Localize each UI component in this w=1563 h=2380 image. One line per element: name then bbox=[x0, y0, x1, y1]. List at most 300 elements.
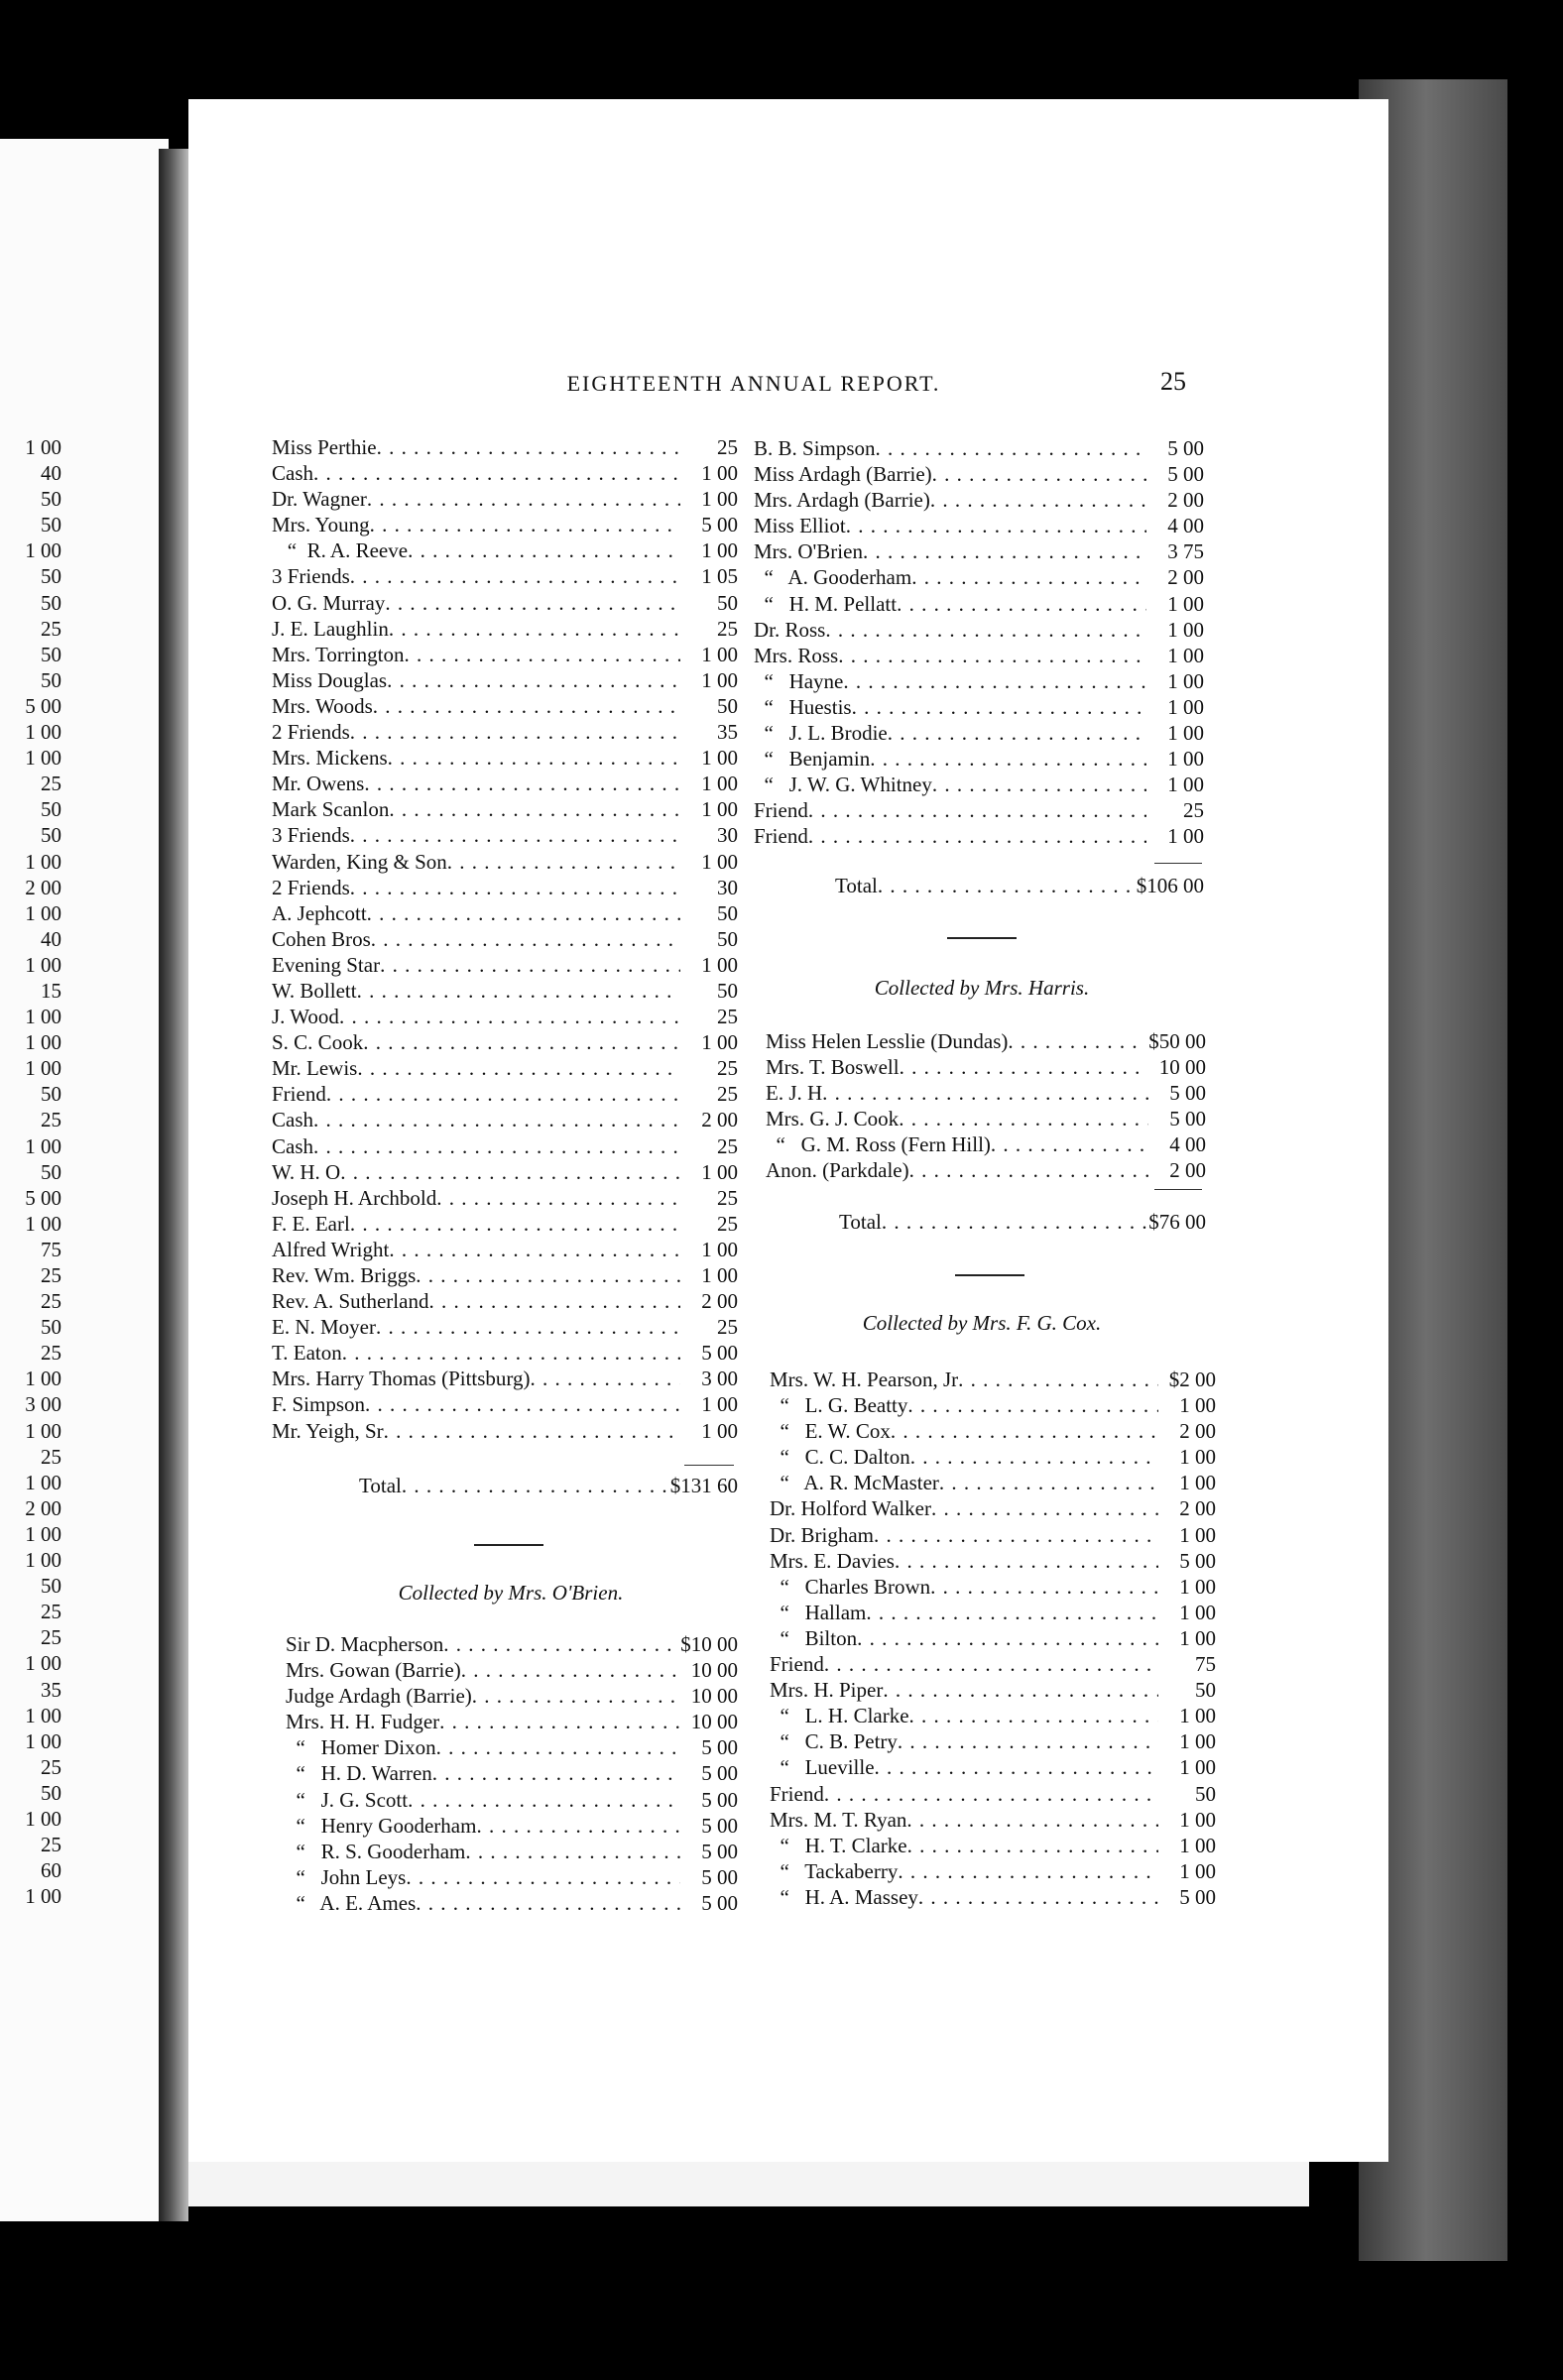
left-page-value: 1 00 bbox=[25, 1521, 61, 1546]
donation-amount: 5 00 bbox=[701, 1864, 738, 1889]
left-page-value: 1 00 bbox=[25, 900, 61, 925]
donor-entry bbox=[272, 771, 738, 796]
total-amount: $76 00 bbox=[1148, 1210, 1206, 1234]
donor-name: “ Henry Gooderham bbox=[286, 1813, 477, 1838]
donor-entry bbox=[770, 1522, 1216, 1548]
donor-name: 2 Friends bbox=[272, 720, 350, 745]
left-page-value: 1 00 bbox=[25, 1728, 61, 1753]
donor-name: “ C. B. Petry bbox=[770, 1729, 898, 1754]
donor-entry bbox=[272, 952, 738, 978]
donor-entry bbox=[770, 1703, 1216, 1728]
donor-name: Mrs. Woods bbox=[272, 693, 373, 718]
leader-dots bbox=[377, 434, 680, 460]
leader-dots bbox=[465, 1839, 680, 1864]
donation-amount: 1 00 bbox=[1179, 1522, 1216, 1547]
leader-dots bbox=[385, 590, 680, 616]
donor-name: “ H. A. Massey bbox=[770, 1884, 918, 1909]
donor-name: Friend bbox=[754, 824, 808, 849]
donation-amount: 25 bbox=[717, 1185, 738, 1210]
leader-dots bbox=[843, 668, 1146, 694]
total-amount: $131 60 bbox=[669, 1474, 738, 1497]
left-page-value: 50 bbox=[41, 1780, 61, 1805]
left-page-value: 50 bbox=[41, 797, 61, 822]
left-page-value: 1 00 bbox=[25, 435, 61, 459]
left-page-values bbox=[0, 434, 61, 1909]
donor-entry bbox=[754, 772, 1204, 797]
donor-entry bbox=[286, 1813, 738, 1839]
donor-entry bbox=[286, 1760, 738, 1786]
donor-name: Miss Ardagh (Barrie) bbox=[754, 462, 932, 487]
left-page-value: 25 bbox=[41, 616, 61, 641]
donor-entry bbox=[754, 694, 1204, 720]
leader-dots bbox=[350, 563, 680, 589]
donation-amount: 1 00 bbox=[1167, 694, 1204, 719]
leader-dots bbox=[380, 952, 680, 978]
donor-name: “ C. C. Dalton bbox=[770, 1445, 910, 1470]
donor-entry bbox=[272, 1418, 738, 1444]
donor-entry bbox=[272, 1004, 738, 1029]
donor-entry bbox=[286, 1890, 738, 1916]
leader-dots bbox=[930, 487, 1146, 513]
donation-amount: 5 00 bbox=[701, 1761, 738, 1786]
donation-amount: 5 00 bbox=[701, 1813, 738, 1838]
leader-dots bbox=[357, 1055, 680, 1081]
donor-name: “ G. M. Ross (Fern Hill) bbox=[766, 1132, 991, 1157]
donor-name: S. C. Cook bbox=[272, 1030, 364, 1055]
donation-amount: 25 bbox=[1183, 798, 1204, 823]
leader-dots bbox=[857, 1625, 1158, 1651]
donation-amount: $10 00 bbox=[680, 1632, 738, 1656]
donor-name: W. Bollett bbox=[272, 978, 357, 1003]
total-row-harris bbox=[839, 1210, 1206, 1235]
leader-dots bbox=[891, 1418, 1158, 1444]
donor-entry bbox=[770, 1548, 1216, 1574]
leader-dots bbox=[389, 616, 680, 642]
left-page-value: 1 00 bbox=[25, 1884, 61, 1909]
section-caption-harris: Collected by Mrs. Harris. bbox=[874, 976, 1090, 1000]
donation-amount: 1 00 bbox=[701, 538, 738, 563]
donor-entry bbox=[272, 1237, 738, 1262]
donor-entry bbox=[272, 667, 738, 693]
leader-dots bbox=[416, 1890, 680, 1916]
donor-entry bbox=[286, 1864, 738, 1890]
donation-amount: 1 00 bbox=[701, 1392, 738, 1417]
leader-dots bbox=[447, 849, 680, 875]
donor-name: Mrs. E. Davies bbox=[770, 1548, 895, 1573]
donor-name: Mrs. H. H. Fudger bbox=[286, 1710, 440, 1734]
leader-dots bbox=[888, 720, 1146, 746]
donor-name: “ Hallam bbox=[770, 1600, 867, 1624]
donor-entry bbox=[286, 1631, 738, 1657]
left-page-value: 50 bbox=[41, 1574, 61, 1599]
left-page-value: 40 bbox=[41, 461, 61, 486]
donor-entry bbox=[272, 745, 738, 771]
donor-entry bbox=[770, 1677, 1216, 1703]
donor-name: “ Benjamin bbox=[754, 747, 871, 772]
left-page-value: 1 00 bbox=[25, 746, 61, 771]
donor-entry bbox=[286, 1709, 738, 1734]
leader-dots bbox=[863, 538, 1146, 564]
leader-dots bbox=[808, 797, 1146, 823]
section-divider bbox=[955, 1274, 1024, 1276]
donation-amount: 1 00 bbox=[701, 797, 738, 822]
leader-dots bbox=[909, 1157, 1148, 1183]
leader-dots bbox=[930, 1574, 1158, 1600]
total-rule bbox=[1154, 863, 1202, 864]
donor-name: “ Hayne bbox=[754, 668, 844, 693]
left-page-value: 60 bbox=[41, 1858, 61, 1883]
donor-name: Dr. Brigham bbox=[770, 1522, 874, 1547]
donation-amount: 5 00 bbox=[701, 1839, 738, 1863]
donor-entry bbox=[272, 1029, 738, 1055]
donation-amount: 1 00 bbox=[1167, 617, 1204, 642]
donor-name: Dr. Wagner bbox=[272, 487, 367, 512]
donor-list-harris bbox=[766, 1028, 1206, 1184]
donation-amount: 25 bbox=[717, 616, 738, 641]
left-page-value: 15 bbox=[41, 978, 61, 1003]
donor-name: Rev. Wm. Briggs bbox=[272, 1263, 417, 1287]
donor-name: “ H. D. Warren bbox=[286, 1761, 432, 1786]
donor-name: “ Charles Brown bbox=[770, 1574, 931, 1599]
donor-name: Anon. (Parkdale) bbox=[766, 1158, 909, 1183]
donor-entry bbox=[272, 926, 738, 952]
leader-dots bbox=[389, 1237, 680, 1262]
donor-entry bbox=[286, 1657, 738, 1683]
left-page-value: 50 bbox=[41, 513, 61, 537]
left-page-value: 1 00 bbox=[25, 1806, 61, 1831]
total-row-col1 bbox=[359, 1474, 738, 1498]
donation-amount: 2 00 bbox=[1179, 1419, 1216, 1444]
donor-entry bbox=[272, 1314, 738, 1340]
donor-name: E. N. Moyer bbox=[272, 1315, 376, 1340]
donor-entry bbox=[766, 1131, 1206, 1157]
donation-amount: 25 bbox=[717, 1211, 738, 1236]
donation-amount: 5 00 bbox=[1167, 436, 1204, 460]
donation-amount: 1 00 bbox=[1179, 1833, 1216, 1857]
leader-dots bbox=[932, 461, 1146, 487]
leader-dots bbox=[384, 1418, 680, 1444]
leader-dots bbox=[958, 1367, 1158, 1392]
donor-name: Mrs. M. T. Ryan bbox=[770, 1807, 907, 1832]
donor-entry bbox=[286, 1787, 738, 1813]
donor-entry bbox=[272, 822, 738, 848]
leader-dots bbox=[874, 1522, 1158, 1548]
donor-entry bbox=[272, 1185, 738, 1211]
leader-dots bbox=[906, 1807, 1158, 1833]
donor-entry bbox=[272, 616, 738, 642]
leader-dots bbox=[911, 564, 1146, 590]
donation-amount: 50 bbox=[717, 926, 738, 951]
donation-amount: 50 bbox=[1195, 1678, 1216, 1703]
leader-dots bbox=[875, 1754, 1158, 1780]
donor-name: Cash bbox=[272, 461, 313, 486]
donation-amount: 5 00 bbox=[1167, 462, 1204, 487]
donor-entry bbox=[770, 1884, 1216, 1910]
donation-amount: 5 00 bbox=[701, 1787, 738, 1812]
leader-dots bbox=[370, 512, 680, 537]
donation-amount: 1 00 bbox=[1167, 668, 1204, 693]
left-page-value: 25 bbox=[41, 1289, 61, 1314]
donor-entry bbox=[754, 797, 1204, 823]
left-page-value: 1 00 bbox=[25, 1211, 61, 1236]
donor-entry bbox=[766, 1054, 1206, 1080]
donor-name: E. J. H bbox=[766, 1081, 823, 1106]
donation-amount: 4 00 bbox=[1167, 514, 1204, 538]
section-divider bbox=[947, 937, 1017, 939]
donation-amount: 5 00 bbox=[701, 1735, 738, 1760]
donor-name: Joseph H. Archbold bbox=[272, 1185, 437, 1210]
donor-entry bbox=[272, 434, 738, 460]
total-rule bbox=[684, 1465, 734, 1466]
leader-dots bbox=[898, 1728, 1158, 1754]
leader-dots bbox=[461, 1657, 680, 1683]
donor-name: 2 Friends bbox=[272, 875, 350, 899]
leader-dots bbox=[313, 1107, 680, 1132]
leader-dots bbox=[350, 875, 680, 900]
leader-dots bbox=[443, 1631, 676, 1657]
left-page-value: 1 00 bbox=[25, 849, 61, 874]
donor-name: B. B. Simpson bbox=[754, 436, 876, 460]
left-page-value: 3 00 bbox=[25, 1392, 61, 1417]
donor-entry bbox=[770, 1444, 1216, 1470]
left-page-value: 1 00 bbox=[25, 720, 61, 745]
donor-entry bbox=[754, 461, 1204, 487]
donor-name: Miss Perthie bbox=[272, 435, 377, 459]
donor-entry bbox=[754, 746, 1204, 772]
leader-dots bbox=[852, 694, 1146, 720]
donation-amount: 50 bbox=[717, 590, 738, 615]
leader-dots bbox=[313, 1133, 680, 1159]
donation-amount: 1 00 bbox=[701, 487, 738, 512]
donation-amount: 10 00 bbox=[690, 1684, 738, 1709]
leader-dots bbox=[365, 1391, 680, 1417]
donor-entry bbox=[770, 1367, 1216, 1392]
leader-dots bbox=[371, 926, 680, 952]
left-page-value: 35 bbox=[41, 1677, 61, 1702]
donor-name: Rev. A. Sutherland bbox=[272, 1289, 429, 1314]
donation-amount: 50 bbox=[717, 693, 738, 718]
leader-dots bbox=[387, 667, 680, 693]
left-page-value: 25 bbox=[41, 1108, 61, 1132]
left-page-value: 2 00 bbox=[25, 1495, 61, 1520]
leader-dots bbox=[909, 1703, 1158, 1728]
leader-dots bbox=[404, 642, 680, 667]
donation-amount: 25 bbox=[717, 1315, 738, 1340]
leader-dots bbox=[910, 1444, 1158, 1470]
donor-name: Friend bbox=[754, 798, 808, 823]
leader-dots bbox=[376, 1314, 680, 1340]
donation-amount: 5 00 bbox=[1179, 1884, 1216, 1909]
leader-dots bbox=[472, 1683, 680, 1709]
total-label: Total bbox=[835, 874, 878, 897]
donor-entry bbox=[770, 1651, 1216, 1677]
donation-amount: 2 00 bbox=[1167, 565, 1204, 590]
donor-name: Miss Douglas bbox=[272, 667, 388, 692]
donor-name: Friend bbox=[272, 1082, 326, 1107]
donor-name: O. G. Murray bbox=[272, 590, 386, 615]
donor-name: “ Tackaberry bbox=[770, 1858, 899, 1883]
leader-dots bbox=[932, 772, 1146, 797]
donor-name: “ J. G. Scott bbox=[286, 1787, 409, 1812]
left-page-value: 25 bbox=[41, 1625, 61, 1650]
donation-amount: 50 bbox=[717, 900, 738, 925]
left-page-value: 50 bbox=[41, 590, 61, 615]
donation-amount: 1 00 bbox=[1167, 721, 1204, 746]
donation-amount: 30 bbox=[717, 823, 738, 848]
leader-dots bbox=[388, 745, 680, 771]
donor-name: Mr. Owens bbox=[272, 772, 365, 796]
donor-entry bbox=[272, 1288, 738, 1314]
leader-dots bbox=[357, 978, 680, 1004]
donor-entry bbox=[272, 1159, 738, 1185]
donor-entry bbox=[272, 512, 738, 537]
total-label: Total bbox=[839, 1210, 882, 1234]
donor-name: Dr. Holford Walker bbox=[770, 1496, 931, 1521]
leader-dots bbox=[866, 1600, 1158, 1625]
donor-list-col1 bbox=[272, 434, 738, 1444]
leader-dots bbox=[824, 1651, 1158, 1677]
total-amount: $106 00 bbox=[1136, 874, 1204, 897]
left-page-value: 1 00 bbox=[25, 1056, 61, 1081]
donor-entry bbox=[272, 1107, 738, 1132]
leader-dots bbox=[350, 1211, 680, 1237]
donor-name: J. Wood bbox=[272, 1005, 339, 1029]
leader-dots bbox=[406, 1864, 680, 1890]
donor-entry bbox=[770, 1495, 1216, 1521]
donor-name: “ John Leys bbox=[286, 1864, 407, 1889]
donation-amount: 1 00 bbox=[701, 1263, 738, 1287]
donation-amount: 75 bbox=[1195, 1652, 1216, 1677]
donor-entry bbox=[286, 1683, 738, 1709]
donor-name: “ L. H. Clarke bbox=[770, 1704, 909, 1728]
donor-name: Evening Star bbox=[272, 952, 381, 977]
left-page-value: 1 00 bbox=[25, 1133, 61, 1158]
donor-name: “ E. W. Cox bbox=[770, 1419, 891, 1444]
donation-amount: 25 bbox=[717, 1133, 738, 1158]
donor-name: Alfred Wright bbox=[272, 1237, 390, 1261]
donor-entry bbox=[766, 1080, 1206, 1106]
left-page-value: 25 bbox=[41, 1444, 61, 1469]
donor-name: “ J. L. Brodie bbox=[754, 721, 888, 746]
left-page-value: 25 bbox=[41, 1754, 61, 1779]
donation-amount: 50 bbox=[717, 978, 738, 1003]
leader-dots bbox=[939, 1470, 1158, 1495]
donor-entry bbox=[286, 1734, 738, 1760]
donation-amount: 1 00 bbox=[1167, 824, 1204, 849]
donor-entry bbox=[272, 642, 738, 667]
leader-dots bbox=[531, 1366, 680, 1391]
donation-amount: 30 bbox=[717, 875, 738, 899]
donor-name: Mrs. Young bbox=[272, 513, 370, 537]
donor-name: Mrs. Torrington bbox=[272, 642, 405, 666]
donor-entry bbox=[754, 487, 1204, 513]
donor-entry bbox=[754, 513, 1204, 538]
donor-entry bbox=[770, 1418, 1216, 1444]
donor-entry bbox=[754, 564, 1204, 590]
leader-dots bbox=[439, 1709, 680, 1734]
leader-dots bbox=[808, 823, 1146, 849]
section-caption-cox: Collected by Mrs. F. G. Cox. bbox=[862, 1311, 1102, 1335]
left-page-value: 25 bbox=[41, 1600, 61, 1624]
left-page-value: 50 bbox=[41, 1315, 61, 1340]
page-bottom-edge bbox=[188, 2162, 1309, 2206]
donor-name: Mrs. T. Boswell bbox=[766, 1055, 900, 1080]
donor-name: “ H. M. Pellatt bbox=[754, 591, 898, 616]
donor-entry bbox=[272, 900, 738, 926]
left-page-value: 25 bbox=[41, 1833, 61, 1857]
donor-entry bbox=[770, 1574, 1216, 1600]
donation-amount: 1 00 bbox=[701, 849, 738, 874]
donation-amount: 4 00 bbox=[1169, 1132, 1206, 1157]
donor-entry bbox=[754, 823, 1204, 849]
donor-entry bbox=[754, 435, 1204, 461]
leader-dots bbox=[897, 591, 1146, 617]
leader-dots bbox=[436, 1734, 680, 1760]
donation-amount: 25 bbox=[717, 435, 738, 459]
donor-entry bbox=[754, 668, 1204, 694]
left-page-value: 1 00 bbox=[25, 1030, 61, 1055]
donation-amount: 1 00 bbox=[1179, 1471, 1216, 1495]
left-page-value: 5 00 bbox=[25, 1185, 61, 1210]
left-page-value: 1 00 bbox=[25, 1651, 61, 1676]
donation-amount: 1 00 bbox=[1179, 1807, 1216, 1832]
leader-dots bbox=[825, 617, 1146, 643]
leader-dots bbox=[883, 1677, 1158, 1703]
donor-name: Cash bbox=[272, 1108, 313, 1132]
donor-entry bbox=[286, 1839, 738, 1864]
total-rule bbox=[1154, 1189, 1202, 1190]
donor-entry bbox=[272, 1366, 738, 1391]
donation-amount: 1 00 bbox=[701, 1159, 738, 1184]
donation-amount: 1 00 bbox=[701, 1030, 738, 1055]
donor-entry bbox=[754, 617, 1204, 643]
donor-name: T. Eaton bbox=[272, 1341, 342, 1366]
donation-amount: 1 00 bbox=[1179, 1755, 1216, 1780]
donation-amount: 2 00 bbox=[1167, 488, 1204, 513]
donor-entry bbox=[770, 1625, 1216, 1651]
donation-amount: 1 00 bbox=[701, 461, 738, 486]
leader-dots bbox=[350, 719, 680, 745]
donation-amount: 1 00 bbox=[701, 1237, 738, 1261]
donor-entry bbox=[272, 875, 738, 900]
donor-name: “ J. W. G. Whitney bbox=[754, 773, 932, 797]
leader-dots bbox=[898, 1858, 1158, 1884]
donor-entry bbox=[766, 1106, 1206, 1131]
leader-dots bbox=[363, 1029, 680, 1055]
section-caption-obrien: Collected by Mrs. O'Brien. bbox=[398, 1581, 624, 1605]
donor-name: Friend bbox=[770, 1781, 824, 1806]
donor-entry bbox=[272, 1081, 738, 1107]
leader-dots bbox=[326, 1081, 680, 1107]
leader-dots bbox=[870, 746, 1146, 772]
donor-entry bbox=[770, 1833, 1216, 1858]
donor-entry bbox=[766, 1028, 1206, 1054]
donation-amount: 25 bbox=[717, 1005, 738, 1029]
donor-entry bbox=[272, 849, 738, 875]
left-page-value: 40 bbox=[41, 926, 61, 951]
donor-entry bbox=[272, 1133, 738, 1159]
donor-entry bbox=[272, 1262, 738, 1288]
donor-entry bbox=[770, 1392, 1216, 1418]
donation-amount: 1 00 bbox=[1167, 643, 1204, 667]
donor-entry bbox=[272, 978, 738, 1004]
donor-entry bbox=[770, 1858, 1216, 1884]
donor-name: “ Huestis bbox=[754, 694, 852, 719]
left-page-value: 25 bbox=[41, 772, 61, 796]
donor-name: Mr. Yeigh, Sr bbox=[272, 1418, 384, 1443]
running-header: EIGHTEENTH ANNUAL REPORT. bbox=[566, 371, 941, 396]
donation-amount: 1 00 bbox=[1179, 1858, 1216, 1883]
